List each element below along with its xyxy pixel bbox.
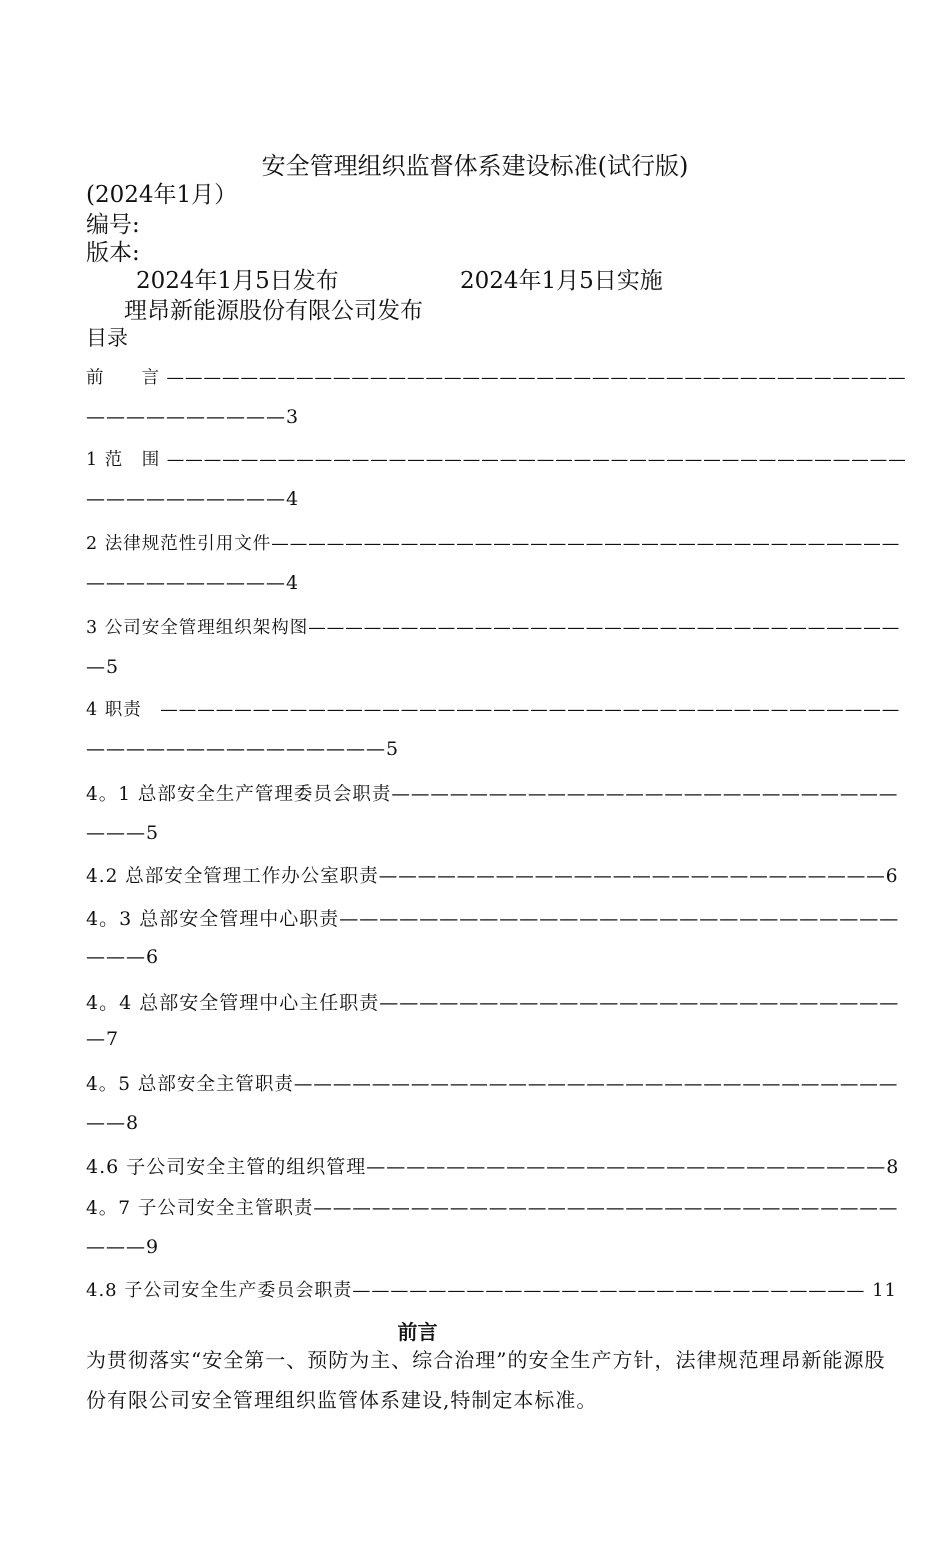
toc-line: ——————————4 bbox=[86, 572, 300, 594]
issuer: 理昂新能源股份有限公司发布 bbox=[124, 298, 423, 324]
document-title: 安全管理组织监督体系建设标准(试行版) bbox=[261, 152, 689, 180]
toc-line: ——————————4 bbox=[86, 488, 300, 510]
toc-line: 4。7 子公司安全主管职责—————————————————————————————— bbox=[86, 1198, 899, 1219]
effective-date: 2024年1月5日实施 bbox=[460, 268, 663, 294]
toc-line: 前 言 ———————————————————————————————————————— bbox=[86, 368, 907, 388]
publish-date: 2024年1月5日发布 bbox=[136, 268, 339, 294]
toc-line: —7 bbox=[86, 1028, 120, 1050]
toc-line: 3 公司安全管理组织架构图———————————————————————————————— bbox=[86, 618, 901, 638]
toc-line: ———————————————5 bbox=[86, 738, 400, 760]
toc-line: ———5 bbox=[86, 822, 160, 844]
toc-line: 4.2 总部安全管理工作办公室职责——————————————————————————6 bbox=[86, 866, 899, 887]
toc-line: ———9 bbox=[86, 1236, 160, 1258]
date-line: (2024年1月） bbox=[86, 182, 238, 208]
preface-text: 为贯彻落实“安全第一、预防为主、综合治理”的安全生产方针，法律规范理昂新能源股份有限公司安全管理组织监管体系建设,特制定本标准。 bbox=[86, 1348, 886, 1412]
number-label: 编号: bbox=[86, 212, 140, 238]
toc-line: 4。4 总部安全管理中心主任职责—————————————————————————— bbox=[86, 992, 900, 1014]
toc-line: —5 bbox=[86, 656, 120, 678]
toc-line: 4。3 总部安全管理中心职责———————————————————————————— bbox=[86, 908, 900, 930]
preface-heading: 前言 bbox=[397, 1320, 438, 1344]
toc-line: ———6 bbox=[86, 946, 160, 968]
toc-line: 1 范 围 ———————————————————————————————————————— bbox=[86, 450, 907, 470]
toc-line: ——8 bbox=[86, 1112, 140, 1134]
toc-line: 4.8 子公司安全生产委员会职责——————————————————————————— 11 bbox=[86, 1280, 897, 1301]
toc-line: 4。1 总部安全生产管理委员会职责—————————————————————————— bbox=[86, 784, 899, 805]
toc-label: 目录 bbox=[86, 326, 128, 350]
toc-line: 4 职责 ———————————————————————————————————————— bbox=[86, 700, 901, 720]
toc-line: 4。5 总部安全主管职责——————————————————————————————— bbox=[86, 1074, 899, 1095]
version-label: 版本: bbox=[86, 240, 140, 266]
toc-line: ——————————3 bbox=[86, 406, 300, 428]
toc-line: 4.6 子公司安全主管的组织管理——————————————————————————8 bbox=[86, 1156, 900, 1178]
toc-line: 2 法律规范性引用文件—————————————————————————————————— bbox=[86, 534, 901, 554]
